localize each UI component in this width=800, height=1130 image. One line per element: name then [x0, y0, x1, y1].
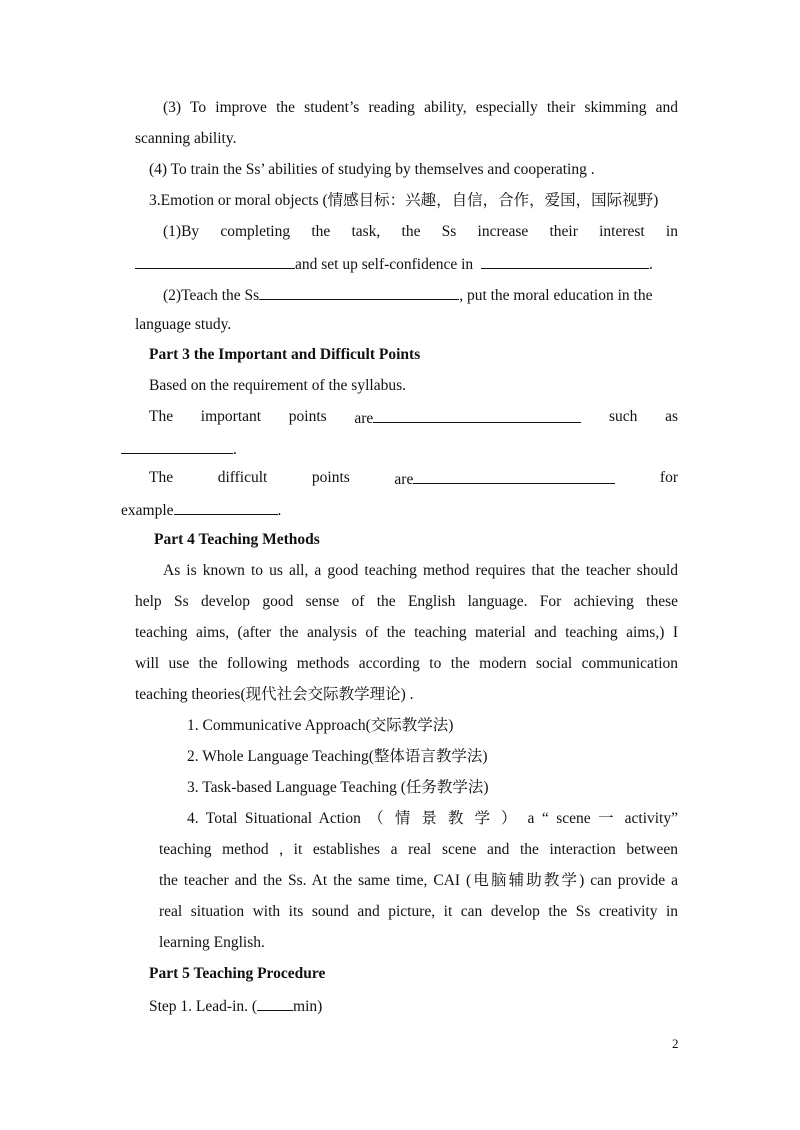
line-text: example — [121, 502, 174, 519]
line-text: . — [233, 441, 237, 458]
text-line: will use the following methods according to the modern social communication — [135, 655, 678, 672]
line-text: , put the moral education in the — [459, 287, 653, 304]
list-item: 2. Whole Language Teaching(整体语言教学法) — [187, 748, 488, 765]
line-text: as — [665, 408, 678, 425]
line-text: The — [149, 469, 174, 486]
line-text: are — [354, 410, 374, 427]
text-line: (1)By completing the task, the Ss increase their interest in — [163, 223, 678, 240]
section-heading: Part 3 the Important and Difficult Points — [149, 346, 421, 363]
text-line: language study. — [135, 316, 232, 333]
section-heading: Part 4 Teaching Methods — [154, 531, 320, 548]
line-text: difficult — [217, 469, 268, 486]
list-item: 1. Communicative Approach(交际教学法) — [187, 717, 454, 734]
fill-in-blank[interactable] — [257, 995, 293, 1011]
text-line — [149, 995, 322, 1017]
text-line — [121, 438, 237, 460]
text-line — [149, 468, 678, 490]
line-text: such — [608, 408, 638, 425]
line-text: are — [394, 471, 414, 488]
text-line — [135, 253, 653, 275]
fill-in-blank[interactable] — [259, 284, 459, 300]
line-text: and set up self-confidence in — [295, 256, 474, 273]
text-line — [149, 407, 678, 429]
fill-in-blank[interactable] — [174, 499, 278, 515]
text-line: As is known to us all, a good teaching method requires that the teacher should — [163, 562, 678, 579]
section-heading: Part 5 Teaching Procedure — [149, 965, 326, 982]
text-line: Based on the requirement of the syllabus. — [149, 377, 406, 394]
text-line: 3.Emotion or moral objects (情感目标：兴趣，自信，合作，爱国，国际视野) — [149, 192, 659, 209]
list-item: 3. Task-based Language Teaching (任务教学法) — [187, 779, 489, 796]
fill-in-blank[interactable] — [121, 438, 233, 454]
text-line — [121, 499, 281, 521]
text-line: help Ss develop good sense of the English language. For achieving these — [135, 593, 678, 610]
line-text: points — [311, 469, 350, 486]
list-item: 4. Total Situational Action （ 情 景 教 学 ） a “ scene 一 activity” — [187, 810, 678, 827]
fill-in-blank[interactable] — [135, 253, 295, 269]
text-line: (3) To improve the student’s reading ability, especially their skimming and — [163, 99, 678, 116]
fill-in-blank[interactable] — [373, 407, 581, 423]
line-text: important — [200, 408, 262, 425]
fill-in-blank[interactable] — [481, 253, 649, 269]
line-text: (2)Teach the Ss — [163, 287, 260, 304]
text-line: scanning ability. — [135, 130, 237, 147]
fill-in-blank[interactable] — [413, 468, 615, 484]
line-text: . — [648, 256, 653, 273]
text-line: learning English. — [159, 934, 265, 951]
line-text: The — [149, 408, 174, 425]
text-line — [163, 284, 652, 306]
text-line: real situation with its sound and picture, it can develop the Ss creativity in — [159, 903, 678, 920]
line-text: for — [659, 469, 678, 486]
text-line: the teacher and the Ss. At the same time, CAI (电脑辅助教学) can provide a — [159, 872, 678, 889]
line-text: min) — [293, 998, 323, 1015]
text-line: teaching method , it establishes a real scene and the interaction between — [159, 841, 678, 858]
line-text: Step 1. Lead-in. ( — [149, 998, 258, 1015]
text-line: teaching theories(现代社会交际教学理论) . — [135, 686, 414, 703]
line-text: . — [277, 502, 282, 519]
text-line: (4) To train the Ss’ abilities of studying by themselves and cooperating . — [149, 161, 595, 178]
line-text: points — [288, 408, 327, 425]
page-number: 2 — [672, 1036, 679, 1051]
text-line: teaching aims, (after the analysis of the teaching material and teaching aims,) I — [135, 624, 678, 641]
